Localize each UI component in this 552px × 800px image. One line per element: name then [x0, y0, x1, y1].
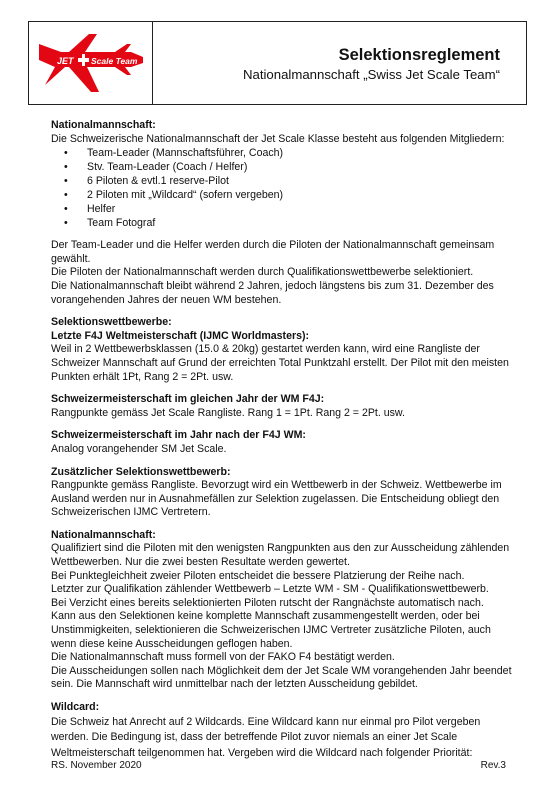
paragraph: Bei Verzicht eines bereits selektionierten Piloten rutscht der Rangnächste automatisch nach. — [51, 596, 484, 609]
section-heading-sm-nach: Schweizermeisterschaft im Jahr nach der F4J WM: — [51, 429, 306, 442]
title-cell — [153, 22, 526, 104]
section-heading-nationalmannschaft-2: Nationalmannschaft: — [51, 528, 156, 541]
document-title: Selektionsreglement — [338, 46, 500, 64]
paragraph: Rangpunkte gemäss Rangliste. Bevorzugt wird ein Wettbewerb in der Schweiz. Wettbewerbe im Ausland werden nur in Ausnahmefällen zur Selektion zugelassen. Die Entscheidung obliegt den Schweizerischen IJMC Vertretern. — [51, 479, 502, 519]
list-item: • Stv. Team-Leader (Coach / Helfer) — [51, 160, 513, 174]
list-item: • 6 Piloten & evtl.1 reserve-Pilot — [51, 174, 513, 188]
document-subtitle: Nationalmannschaft „Swiss Jet Scale Team“ — [242, 67, 500, 82]
section-heading-nationalmannschaft: Nationalmannschaft: — [51, 119, 156, 131]
paragraph: Letzter zur Qualifikation zählender Wettbewerb – Letzte WM - SM - Qualifikationswettbewerb. — [51, 583, 489, 596]
list-item: • 2 Piloten mit „Wildcard“ (sofern vergeben) — [51, 188, 513, 202]
section-intro: Die Schweizerische Nationalmannschaft der Jet Scale Klasse besteht aus folgenden Mitgliedern: — [51, 132, 505, 145]
section-heading-wildcard: Wildcard: — [51, 701, 100, 713]
section-subheading-weltmeisterschaft: Letzte F4J Weltmeisterschaft (IJMC Worldmasters): — [51, 329, 310, 342]
list-item: • Team Fotograf — [51, 216, 513, 230]
logo-text-right: Scale Team — [91, 56, 138, 66]
section-heading-sm-gleich: Schweizermeisterschaft im gleichen Jahr der WM F4J: — [51, 393, 325, 406]
paragraph: Kann aus den Selektionen keine komplette Mannschaft zusammengestellt werden, oder bei Unstimmigkeiten, selektionieren die Schweizerischen IJMC Vertreter zusätzliche Piloten, auch wenn diese keine Ausscheidungen geflogen haben. — [51, 610, 491, 650]
paragraph: Die Piloten der Nationalmannschaft werden durch Qualifikationswettbewerbe selektioniert. — [51, 266, 474, 279]
jet-scale-team-logo — [35, 30, 147, 98]
document-body — [51, 119, 513, 762]
paragraph: Bei Punktegleichheit zweier Piloten entscheidet die bessere Platzierung der Reihe nach. — [51, 569, 465, 582]
section-heading-selektion: Selektionswettbewerbe: — [51, 316, 172, 329]
paragraph: Qualifiziert sind die Piloten mit den wenigsten Rangpunkten aus den zur Ausscheidung zählenden Wettbewerben. Nur die zwei besten Resultate werden gewertet. — [51, 542, 510, 569]
paragraph: Die Ausscheidungen sollen nach Möglichkeit dem der Jet Scale WM vorangehenden Jahr beendet sein. Die Mannschaft wird unmittelbar nach der letzten Ausscheidung gebildet. — [51, 664, 512, 691]
header-box — [28, 21, 527, 105]
paragraph: Die Nationalmannschaft bleibt während 2 Jahren, jedoch längstens bis zum 31. Dezember des vorangehenden Jahres der neuen WM bestehen. — [51, 279, 494, 306]
footer-date: RS. November 2020 — [51, 760, 142, 771]
paragraph: Der Team-Leader und die Helfer werden durch die Piloten der Nationalmannschaft gemeinsam gewählt. — [51, 239, 495, 265]
paragraph: Analog vorangehender SM Jet Scale. — [51, 442, 227, 455]
paragraph: Rangpunkte gemäss Jet Scale Rangliste. Rang 1 = 1Pt. Rang 2 = 2Pt. usw. — [51, 406, 405, 419]
section-heading-zusatz: Zusätzlicher Selektionswettbewerb: — [51, 465, 231, 478]
list-item: • Team-Leader (Mannschaftsführer, Coach) — [51, 146, 513, 160]
footer-revision: Rev.3 — [480, 760, 506, 771]
list-item: • Helfer — [51, 202, 513, 216]
logo-text-left: JET — [57, 56, 74, 66]
paragraph: Die Nationalmannschaft muss formell von der FAKO F4 bestätigt werden. — [51, 651, 395, 664]
paragraph: Die Schweiz hat Anrecht auf 2 Wildcards. Eine Wildcard kann nur einmal pro Pilot vergeben werden. Die Bedingung ist, dass der betreffende Pilot zuvor niemals an einer Jet Scale Weltmeisterschaft teilgenommen hat. Vergeben wird die Wildcard nach folgender Priorität: — [51, 715, 481, 760]
logo-cell — [29, 22, 153, 104]
member-list — [51, 146, 513, 230]
paragraph: Weil in 2 Wettbewerbsklassen (15.0 & 20kg) gestartet werden kann, wird eine Rangliste der Schweizer Mannschaft auf Grund der erreichten Total Punktzahl erstellt. Der Pilot mit den meisten Punkten erhält 1Pt, Rang 2 = 2Pt. usw. — [51, 343, 509, 383]
